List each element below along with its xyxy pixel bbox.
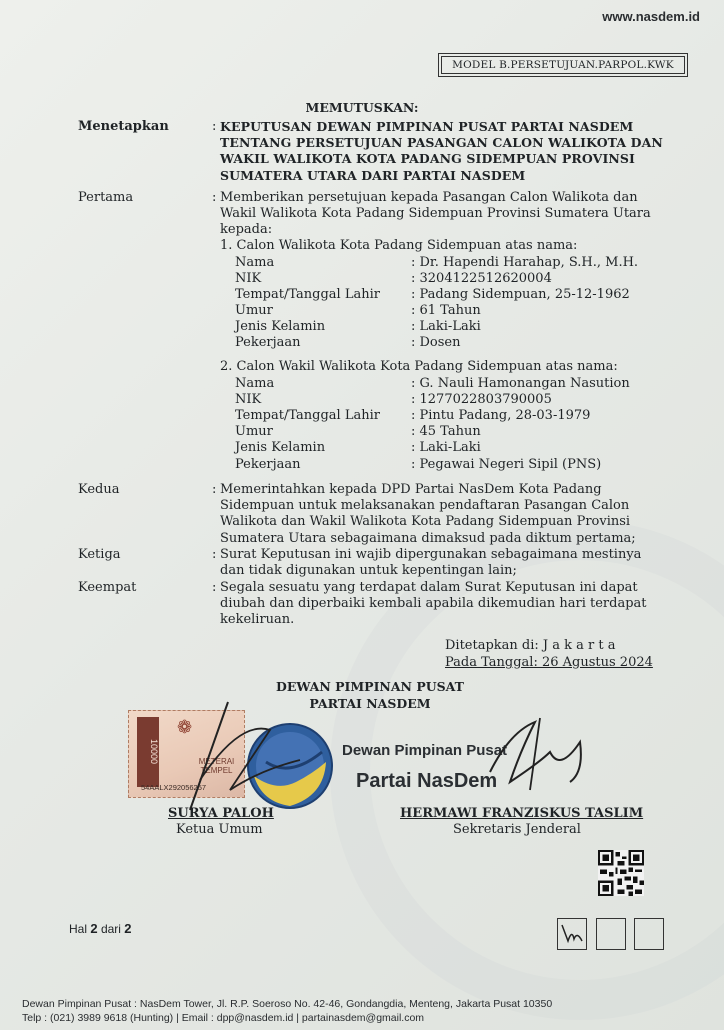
colon: :	[212, 190, 217, 205]
colon: :	[212, 580, 217, 595]
page-middle: dari	[100, 922, 121, 936]
page-total: 2	[124, 921, 132, 936]
field-value: : G. Nauli Hamonangan Nasution	[411, 376, 630, 391]
model-code: MODEL B.PERSETUJUAN.PARPOL.KWK	[452, 59, 674, 71]
menetapkan-line: WAKIL WALIKOTA KOTA PADANG SIDEMPUAN PROVINSI	[220, 151, 635, 167]
menetapkan-text	[220, 119, 665, 184]
ketiga-line: Surat Keputusan ini wajib dipergunakan sebagaimana mestinya	[220, 547, 642, 562]
kedua-label: Kedua	[78, 482, 120, 497]
field-value: : Dosen	[411, 335, 461, 350]
qr-code-icon	[598, 850, 644, 896]
candidate2-heading: 2. Calon Wakil Walikota Kota Padang Sidempuan atas nama:	[220, 359, 618, 374]
pertama-line: Wakil Walikota Kota Padang Sidempuan Provinsi Sumatera Utara	[220, 206, 651, 222]
paraf-box	[634, 918, 664, 950]
menetapkan-line: SUMATERA UTARA DARI PARTAI NASDEM	[220, 167, 526, 183]
page-number	[69, 921, 132, 936]
field-label: NIK	[235, 271, 262, 286]
ketiga-label: Ketiga	[78, 547, 121, 562]
field-label: Pekerjaan	[235, 457, 301, 472]
place-label: Ditetapkan di	[445, 638, 535, 653]
keempat-label: Keempat	[78, 580, 137, 595]
pertama-line: kepada:	[220, 222, 273, 238]
footer-contact: Telp : (021) 3989 9618 (Hunting) | Email : dpp@nasdem.id | partainasdem@gmail.com	[22, 1012, 425, 1024]
dpp-line1: DEWAN PIMPINAN PUSAT	[276, 679, 464, 694]
menetapkan-line: TENTANG PERSETUJUAN PASANGAN CALON WALIKOTA DAN	[220, 135, 663, 151]
date-line	[445, 655, 653, 670]
field-value: : Pegawai Negeri Sipil (PNS)	[411, 457, 602, 472]
signer2-title: Sekretaris Jenderal	[453, 822, 581, 837]
place-value: : J a k a r t a	[534, 638, 616, 653]
candidate1-heading: 1. Calon Walikota Kota Padang Sidempuan atas nama:	[220, 238, 578, 253]
stamp-value: 10000	[137, 717, 159, 787]
keempat-line: Segala sesuatu yang terdapat dalam Surat Keputusan ini dapat	[220, 580, 638, 595]
field-label: Nama	[235, 255, 275, 270]
field-label: NIK	[235, 392, 262, 407]
field-label: Pekerjaan	[235, 335, 301, 350]
paraf-box	[596, 918, 626, 950]
seal-text-line1: Dewan Pimpinan Pusat	[342, 742, 508, 759]
party-seal-icon	[246, 722, 334, 810]
field-value: : 3204122512620004	[411, 271, 552, 286]
field-label: Jenis Kelamin	[235, 319, 326, 334]
model-code-box	[438, 53, 688, 77]
menetapkan-line: KEPUTUSAN DEWAN PIMPINAN PUSAT PARTAI NASDEM	[220, 119, 634, 134]
field-value: : 45 Tahun	[411, 424, 481, 439]
seal-text-line2: Partai NasDem	[356, 770, 498, 792]
paraf-box	[557, 918, 587, 950]
website-url: www.nasdem.id	[602, 9, 700, 24]
signer1-name: SURYA PALOH	[168, 806, 274, 821]
keempat-line: diubah dan diperbaiki kembali apabila dikemudian hari terdapat	[220, 596, 647, 612]
field-label: Tempat/Tanggal Lahir	[235, 287, 380, 302]
page-current: 2	[90, 921, 98, 936]
kedua-line: Sumatera Utara sebagaimana dimaksud pada diktum pertama;	[220, 530, 636, 546]
meterai-stamp	[128, 710, 245, 798]
date-label: Pada Tanggal	[445, 655, 534, 670]
colon: :	[212, 482, 217, 497]
field-value: : Laki-Laki	[411, 319, 481, 334]
field-label: Jenis Kelamin	[235, 440, 326, 455]
kedua-text	[220, 482, 665, 547]
field-label: Umur	[235, 303, 273, 318]
page-prefix: Hal	[69, 922, 88, 936]
ketiga-text	[220, 547, 665, 579]
initial-mark-icon	[558, 919, 585, 948]
kedua-line: Walikota dan Wakil Walikota Kota Padang Sidempuan Provinsi	[220, 514, 631, 530]
field-value: : 1277022803790005	[411, 392, 552, 407]
field-label: Umur	[235, 424, 273, 439]
field-label: Nama	[235, 376, 275, 391]
stamp-text: METERAI TEMPEL	[198, 757, 235, 775]
signer2-name: HERMAWI FRANZISKUS TASLIM	[400, 806, 644, 821]
field-value: : Dr. Hapendi Harahap, S.H., M.H.	[411, 255, 639, 270]
field-value: : 61 Tahun	[411, 303, 481, 318]
field-value: : Laki-Laki	[411, 440, 481, 455]
colon: :	[212, 547, 217, 562]
colon: :	[212, 119, 217, 134]
pertama-text	[220, 190, 665, 239]
field-label: Tempat/Tanggal Lahir	[235, 408, 380, 423]
date-value: : 26 Agustus 2024	[533, 655, 653, 670]
pertama-label: Pertama	[78, 190, 134, 205]
kedua-line: Memerintahkan kepada DPD Partai NasDem Kota Padang	[220, 482, 602, 497]
kedua-line: Sidempuan untuk melaksanakan pendaftaran Pasangan Calon	[220, 498, 630, 514]
keempat-line: kekeliruan.	[220, 612, 295, 628]
footer-address: Dewan Pimpinan Pusat : NasDem Tower, Jl. R.P. Soeroso No. 42-46, Gondangdia, Menteng, Jakarta Pusat 10350	[22, 998, 553, 1010]
field-value: : Padang Sidempuan, 25-12-1962	[411, 287, 630, 302]
signer1-title: Ketua Umum	[176, 822, 263, 837]
place-line	[445, 638, 616, 653]
stamp-number: 54AALX292056257	[141, 783, 207, 792]
pertama-line: Memberikan persetujuan kepada Pasangan Calon Walikota dan	[220, 190, 638, 205]
ketiga-line: dan tidak digunakan untuk kepentingan lain;	[220, 563, 517, 579]
decision-heading: MEMUTUSKAN:	[305, 100, 419, 115]
menetapkan-label: Menetapkan	[78, 119, 169, 134]
dpp-line2: PARTAI NASDEM	[309, 696, 431, 711]
garuda-emblem-icon: ❁	[177, 717, 193, 738]
keempat-text	[220, 580, 665, 629]
field-value: : Pintu Padang, 28-03-1979	[411, 408, 591, 423]
